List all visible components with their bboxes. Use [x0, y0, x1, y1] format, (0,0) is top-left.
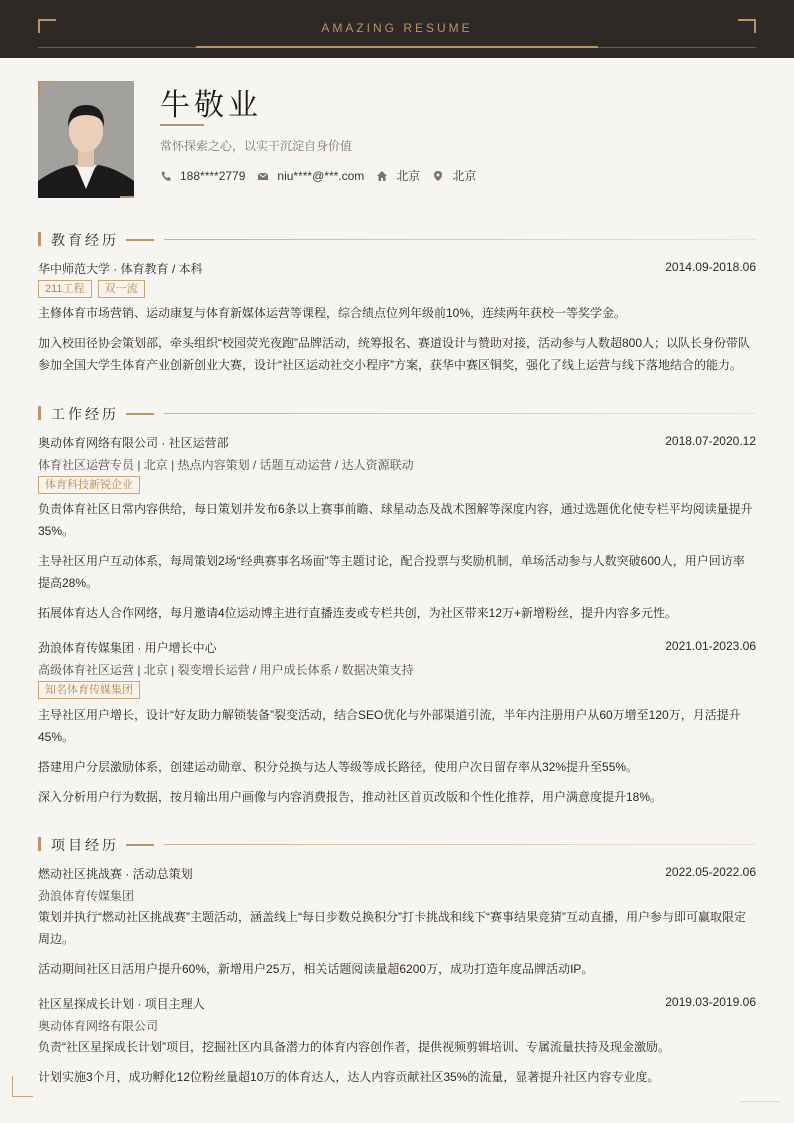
contact-email	[257, 169, 364, 183]
photo-corner-ornament	[120, 196, 134, 198]
project-period: 2022.05-2022.06	[665, 865, 756, 879]
project-paragraph: 负责“社区星探成长计划”项目，挖掘社区内具备潜力的体育内容创作者，提供视频剪辑培训、专属流量扶持及现金激励。	[38, 1040, 670, 1054]
page-header	[0, 0, 794, 58]
tag: 知名体育传媒集团	[38, 681, 140, 699]
section-divider	[164, 413, 756, 414]
section-divider	[164, 239, 756, 240]
section-header-work	[38, 405, 756, 423]
section-marker	[38, 232, 41, 246]
education-paragraph: 主修体育市场营销、运动康复与体育新媒体运营等课程，综合绩点位列年级前10%，连续两年获校一等奖学金。	[38, 306, 627, 320]
tag: 体育科技新锐企业	[38, 476, 140, 494]
school-name: 华中师范大学 · 体育教育 / 本科	[38, 262, 203, 276]
section-title: 工作经历	[51, 406, 119, 422]
candidate-name: 牛敬业	[160, 88, 262, 123]
project-paragraph: 策划并执行“燃动社区挑战赛”主题活动，涵盖线上“每日步数兑换积分”打卡挑战和线下“赛事结果竞猜”互动直播，用户参与即可赢取限定周边。	[38, 910, 746, 946]
project-org: 劲浪体育传媒集团	[38, 889, 135, 903]
contact-list	[160, 167, 488, 184]
header-accent-line	[196, 46, 598, 48]
project-period: 2019.03-2019.06	[665, 995, 756, 1009]
project-title: 社区星探成长计划 · 项目主理人	[38, 997, 205, 1011]
job-role: 高级体育社区运营 | 北京 | 裂变增长运营 / 用户成长体系 / 数据决策支持	[38, 663, 414, 677]
tag: 双一流	[98, 280, 145, 298]
project-entry	[38, 995, 756, 1012]
header-title: AMAZING RESUME	[321, 21, 473, 35]
section-divider	[164, 844, 756, 845]
phone-number: 188****2779	[180, 168, 246, 183]
contact-phone	[160, 169, 245, 183]
work-paragraph: 主导社区用户增长，设计“好友助力解锁装备”裂变活动，结合SEO优化与外部渠道引流，半年内注册用户从60万增至120万，月活提升45%。	[38, 708, 741, 744]
photo-corner-ornament	[38, 81, 54, 97]
motto: 常怀探索之心，以实干沉淀自身价值	[160, 139, 353, 153]
project-title: 燃动社区挑战赛 · 活动总策划	[38, 867, 193, 881]
section-accent	[126, 844, 154, 846]
work-entry	[38, 639, 756, 656]
footer-line	[740, 1101, 780, 1102]
work-paragraph: 深入分析用户行为数据，按月输出用户画像与内容消费报告，推动社区首页改版和个性化推荐，用户满意度提升18%。	[38, 790, 663, 804]
corner-ornament	[12, 1076, 33, 1097]
section-marker	[38, 406, 41, 420]
profile-photo	[38, 81, 134, 198]
section-title: 教育经历	[51, 232, 119, 248]
company-name: 劲浪体育传媒集团 · 用户增长中心	[38, 641, 217, 655]
location-icon	[432, 170, 444, 182]
mail-icon	[257, 170, 269, 182]
section-title: 项目经历	[51, 837, 119, 853]
company-name: 奥动体育网络有限公司 · 社区运营部	[38, 436, 229, 450]
job-role: 体育社区运营专员 | 北京 | 热点内容策划 / 话题互动运营 / 达人资源联动	[38, 458, 414, 472]
work-paragraph: 负责体育社区日常内容供给，每日策划并发布6条以上赛事前瞻、球星动态及战术图解等深度内容，通过选题优化使专栏平均阅读量提升35%。	[38, 502, 753, 538]
work-paragraph: 拓展体育达人合作网络，每月邀请4位运动博主进行直播连麦或专栏共创，为社区带来12万+新增粉丝，提升内容多元性。	[38, 606, 678, 620]
section-header-projects	[38, 836, 756, 854]
home-icon	[376, 170, 388, 182]
project-org: 奥动体育网络有限公司	[38, 1019, 159, 1033]
project-entry	[38, 865, 756, 882]
education-paragraph: 加入校田径协会策划部，牵头组织“校园荧光夜跑”品牌活动，统筹报名、赛道设计与赞助对接，活动参与人数超800人；以队长身份带队参加全国大学生体育产业创新创业大赛，设计“社区运动社交小程序”方案，获华中赛区铜奖，强化了线上运营与线下落地结合的能力。	[38, 336, 751, 372]
name-underline	[160, 124, 204, 126]
tag: 211工程	[38, 280, 92, 298]
hometown-text: 北京	[396, 169, 421, 183]
phone-icon	[160, 170, 172, 182]
education-tags	[38, 280, 151, 298]
email-address: niu****@***.com	[277, 168, 365, 183]
work-period: 2018.07-2020.12	[665, 434, 756, 448]
work-tags	[38, 476, 146, 494]
location-text: 北京	[452, 169, 477, 183]
section-marker	[38, 837, 41, 851]
work-paragraph: 主导社区用户互动体系，每周策划2场“经典赛事名场面”等主题讨论，配合投票与奖励机制，单场活动参与人数突破600人，用户回访率提高28%。	[38, 554, 745, 590]
project-paragraph: 计划实施3个月，成功孵化12位粉丝量超10万的体育达人，达人内容贡献社区35%的流量，显著提升社区内容专业度。	[38, 1070, 660, 1084]
section-header-education	[38, 231, 756, 249]
section-accent	[126, 239, 154, 241]
work-paragraph: 搭建用户分层激励体系，创建运动勋章、积分兑换与达人等级等成长路径，使用户次日留存率从32%提升至55%。	[38, 760, 639, 774]
project-paragraph: 活动期间社区日活用户提升60%，新增用户25万，相关话题阅读量超6200万，成功打造年度品牌活动IP。	[38, 962, 594, 976]
contact-location	[432, 167, 476, 184]
contact-hometown	[376, 167, 420, 184]
section-accent	[126, 413, 154, 415]
work-period: 2021.01-2023.06	[665, 639, 756, 653]
work-entry	[38, 434, 756, 451]
education-period: 2014.09-2018.06	[665, 260, 756, 274]
work-tags	[38, 681, 146, 699]
education-entry	[38, 260, 756, 277]
